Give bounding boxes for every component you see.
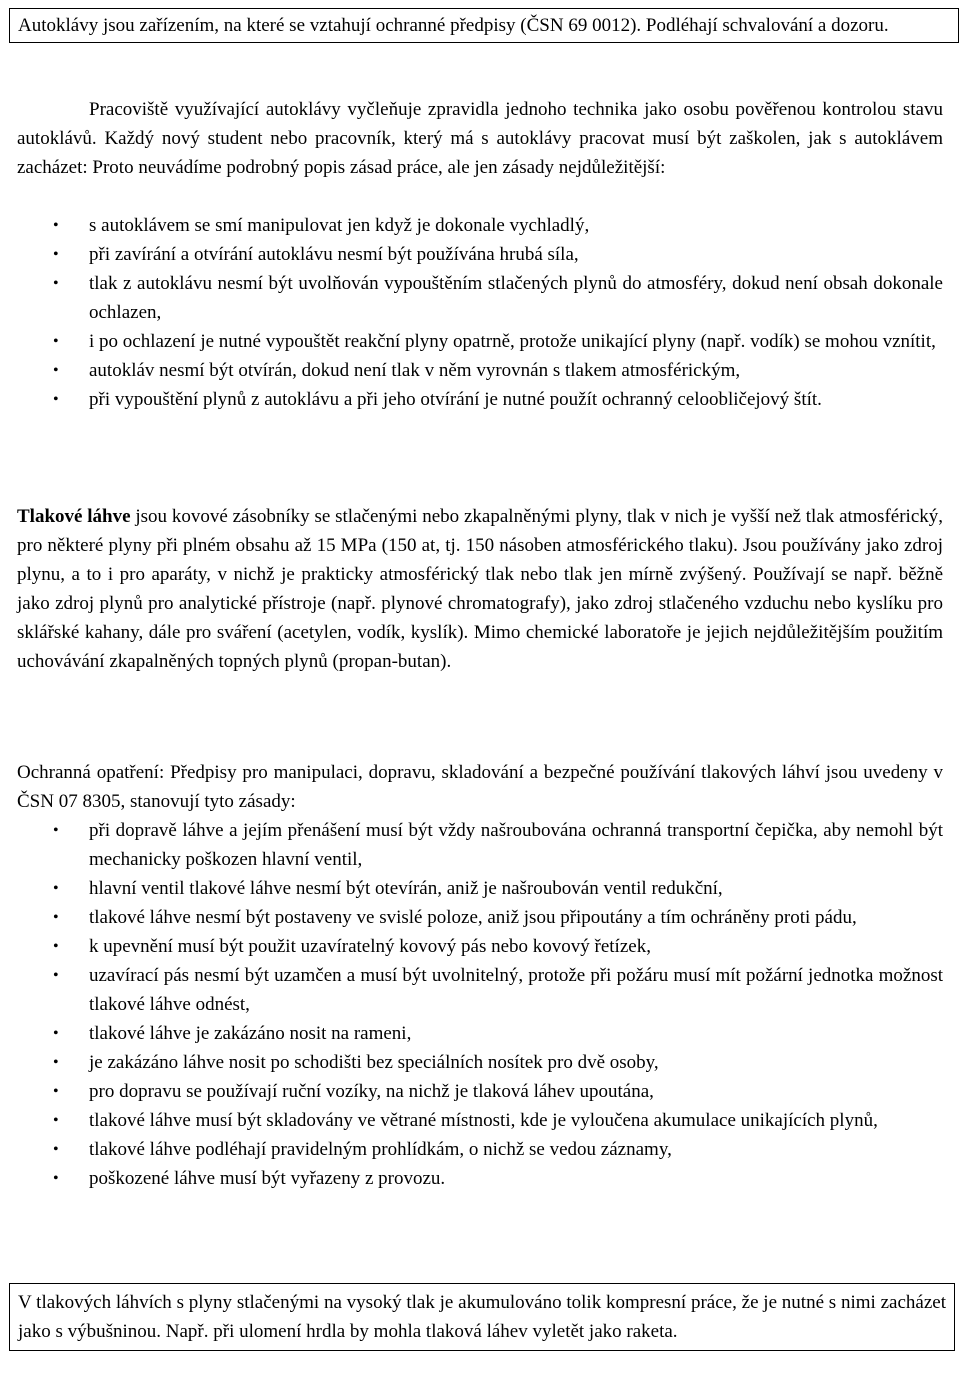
bullet-icon: • bbox=[53, 880, 59, 897]
list-item: • tlakové láhve podléhají pravidelným prohlídkám, o nichž se vedou záznamy, bbox=[17, 1135, 943, 1164]
bullet-icon: • bbox=[53, 391, 59, 408]
autoclave-intro-paragraph: Pracoviště využívající autoklávy vyčleňuje zpravidla jednoho technika jako osobu pověřenou kontrolou stavu autoklávů. Každý nový student nebo pracovník, který má s autoklávy pracovat musí být zaškolen, jak s autoklávem zacházet: Proto neuvádíme podrobný popis zásad práce, ale jen zásady nejdůležitější: bbox=[17, 99, 943, 178]
bullet-icon: • bbox=[53, 822, 59, 839]
bullet-icon: • bbox=[53, 1083, 59, 1100]
notice-box-top bbox=[9, 8, 959, 43]
list-item: • k upevnění musí být použit uzavíratelný kovový pás nebo kovový řetízek, bbox=[17, 932, 943, 961]
list-item: • poškozené láhve musí být vyřazeny z provozu. bbox=[17, 1164, 943, 1193]
cylinders-term: Tlakové láhve bbox=[17, 506, 131, 527]
list-item: • s autoklávem se smí manipulovat jen když je dokonale vychladlý, bbox=[17, 211, 943, 240]
cylinders-paragraph bbox=[17, 502, 943, 676]
list-item: • tlak z autoklávu nesmí být uvolňován vypouštěním stlačených plynů do atmosféry, dokud není obsah dokonale ochlazen, bbox=[17, 269, 943, 327]
bullet-icon: • bbox=[53, 967, 59, 984]
list-item: • při vypouštění plynů z autoklávu a při jeho otvírání je nutné použít ochranný celoobličejový štít. bbox=[17, 385, 943, 414]
protection-rules-list bbox=[17, 816, 943, 1193]
list-item: • uzavírací pás nesmí být uzamčen a musí být uvolnitelný, protože při požáru musí mít požární jednotka možnost tlakové láhve odnést, bbox=[17, 961, 943, 1019]
bullet-icon: • bbox=[53, 938, 59, 955]
bullet-icon: • bbox=[53, 1112, 59, 1129]
list-item: • tlakové láhve nesmí být postaveny ve svislé poloze, aniž jsou připoutány a tím ochráněny proti pádu, bbox=[17, 903, 943, 932]
cylinders-text: jsou kovové zásobníky se stlačenými nebo zkapalněnými plyny, tlak v nich je vyšší než tlak atmosférický, pro některé plyny při plném obsahu až 15 MPa (150 at, tj. 150 násoben atmosférického tlaku). Jsou používány jako zdroj plynu, a to i pro aparáty, v nichž je prakticky atmosférický tlak nebo tlak jen mírně zvýšený. Používají se např. běžně jako zdroj plynů pro analytické přístroje (např. plynové chromatografy), jako zdroj stlačeného vzduchu nebo kyslíku pro sklářské kahany, dále pro sváření (acetylen, vodík, kyslík). Mimo chemické laboratoře je jejich nejdůležitějším použitím uchovávání zkapalněných topných plynů (propan-butan). bbox=[17, 506, 944, 672]
list-item: • při zavírání a otvírání autoklávu nesmí být používána hrubá síla, bbox=[17, 240, 943, 269]
bullet-icon: • bbox=[53, 1025, 59, 1042]
bullet-icon: • bbox=[53, 1054, 59, 1071]
list-item: • autokláv nesmí být otvírán, dokud není tlak v něm vyrovnán s tlakem atmosférickým, bbox=[17, 356, 943, 385]
list-item: • tlakové láhve musí být skladovány ve větrané místnosti, kde je vyloučena akumulace unikajících plynů, bbox=[17, 1106, 943, 1135]
protection-paragraph: Ochranná opatření: Předpisy pro manipulaci, dopravu, skladování a bezpečné používání tlakových láhví jsou uvedeny v ČSN 07 8305, stanovují tyto zásady: bbox=[17, 762, 943, 812]
bullet-icon: • bbox=[53, 246, 59, 263]
list-item: • při dopravě láhve a jejím přenášení musí být vždy našroubována ochranná transportní čepička, aby nemohl být mechanicky poškozen hlavní ventil, bbox=[17, 816, 943, 874]
list-item: • pro dopravu se používají ruční vozíky, na nichž je tlaková láhev upoutána, bbox=[17, 1077, 943, 1106]
list-item: • tlakové láhve je zakázáno nosit na rameni, bbox=[17, 1019, 943, 1048]
list-item: • hlavní ventil tlakové láhve nesmí být otevírán, aniž je našroubován ventil redukční, bbox=[17, 874, 943, 903]
bullet-icon: • bbox=[53, 1141, 59, 1158]
list-item: • je zakázáno láhve nosit po schodišti bez speciálních nosítek pro dvě osoby, bbox=[17, 1048, 943, 1077]
bullet-icon: • bbox=[53, 1170, 59, 1187]
bullet-icon: • bbox=[53, 362, 59, 379]
notice-box-bottom-text: V tlakových láhvích s plyny stlačenými na vysoký tlak je akumulováno tolik kompresní práce, že je nutné s nimi zacházet jako s výbušninou. Např. při ulomení hrdla by mohla tlaková láhev vyletět jako raketa. bbox=[18, 1292, 946, 1342]
bullet-icon: • bbox=[53, 275, 59, 292]
bullet-icon: • bbox=[53, 909, 59, 926]
bullet-icon: • bbox=[53, 333, 59, 350]
bullet-icon: • bbox=[53, 217, 59, 234]
notice-box-bottom bbox=[9, 1283, 955, 1351]
notice-box-top-text: Autoklávy jsou zařízením, na které se vztahují ochranné předpisy (ČSN 69 0012). Podléhají schvalování a dozoru. bbox=[18, 15, 889, 36]
autoclave-rules-list bbox=[17, 211, 943, 414]
list-item: • i po ochlazení je nutné vypouštět reakční plyny opatrně, protože unikající plyny (např. vodík) se mohou vznítit, bbox=[17, 327, 943, 356]
